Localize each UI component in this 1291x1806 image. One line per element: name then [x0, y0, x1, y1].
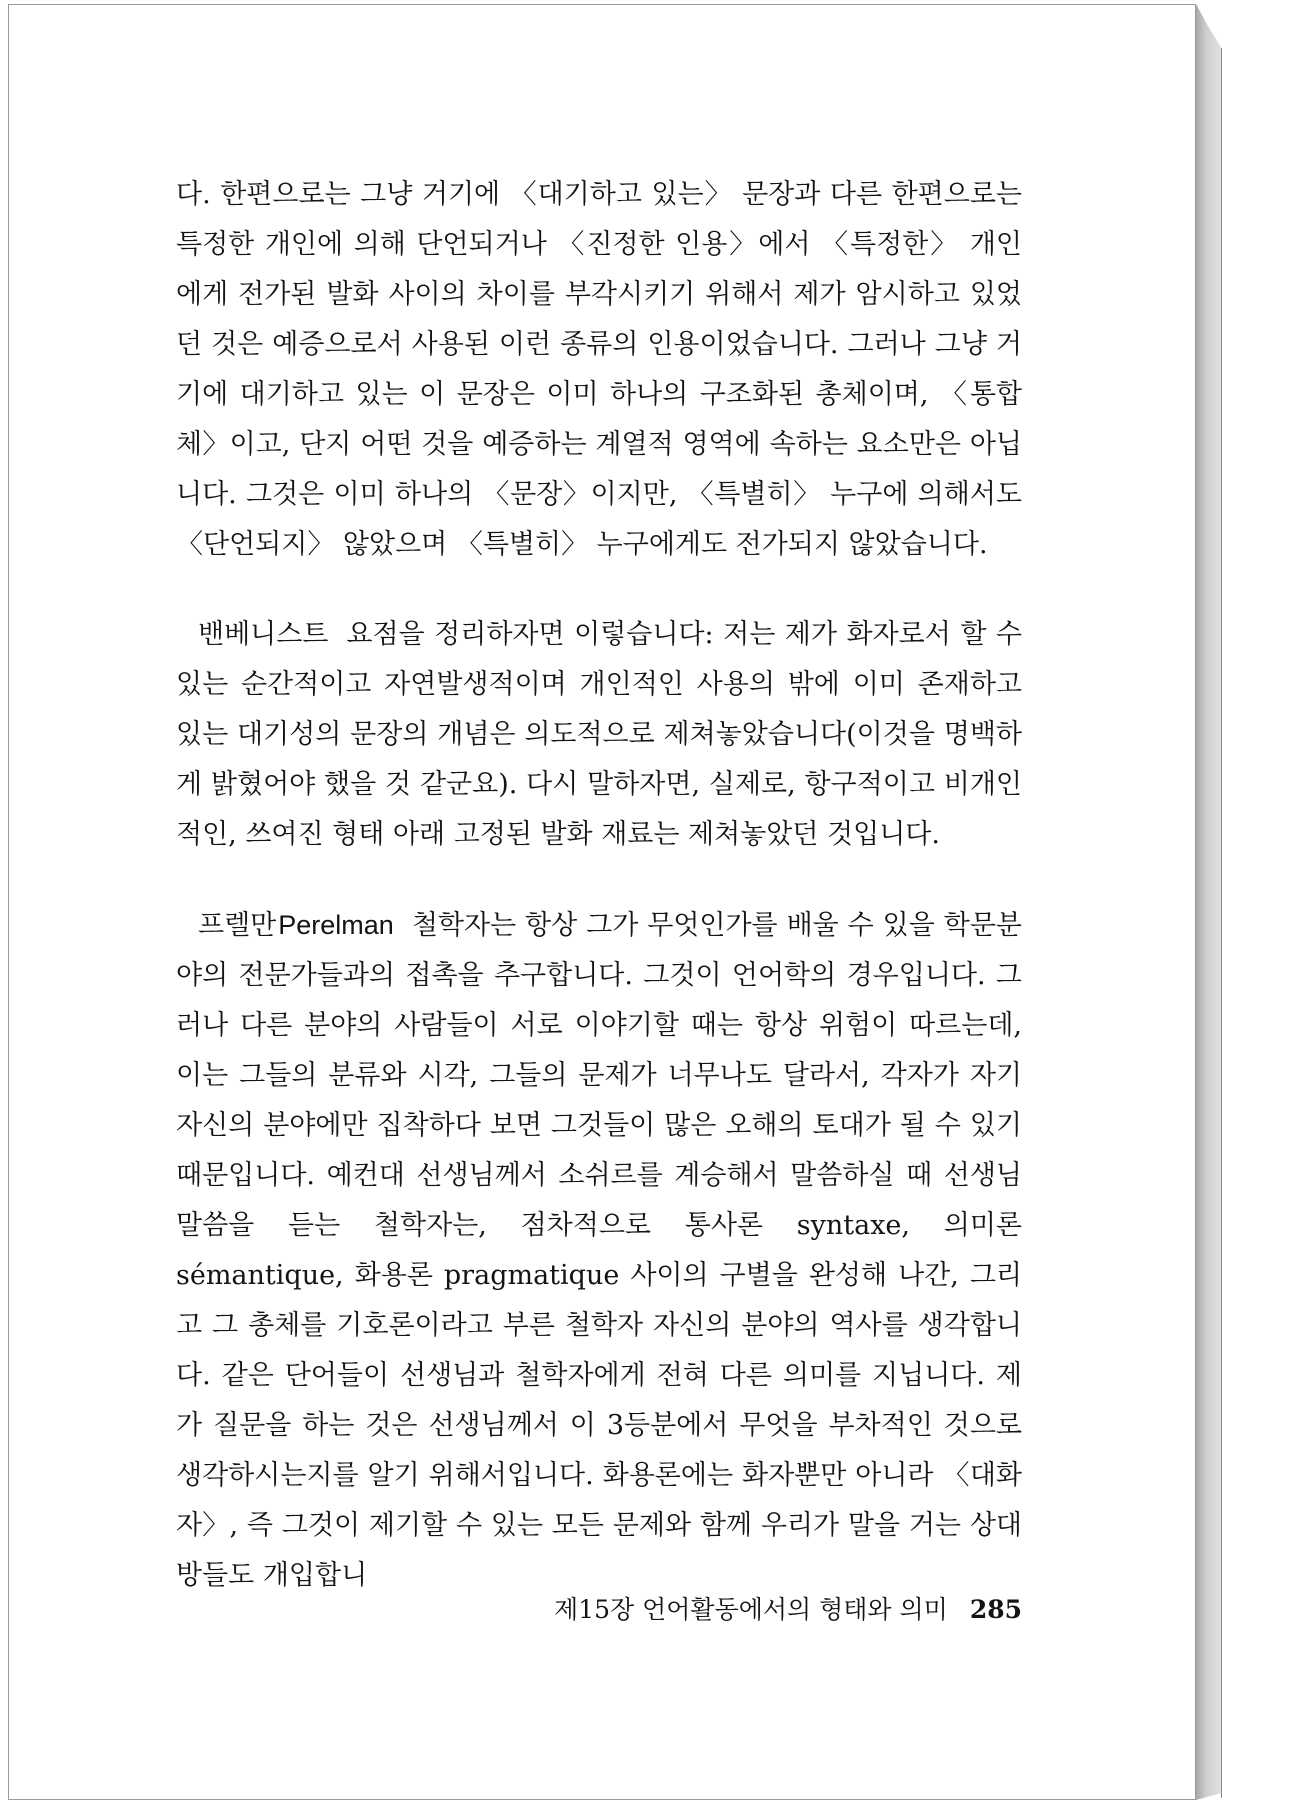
page-stack-edge [1196, 4, 1222, 1800]
speaker-name: 프렐만 [198, 910, 277, 941]
paragraph-text: 철학자는 항상 그가 무엇인가를 배울 수 있을 학문분야의 전문가들과의 접촉을 추구합니다. 그것이 언어학의 경우입니다. 그러나 다른 분야의 사람들이 서로 이야기할 때는 항상 위험이 따르는데, 이는 그들의 분류와 시각, 그들의 문제가 너무나도 달라서, 각자가 자기 자신의 분야에만 집착하다 보면 그것들이 많은 오해의 토대가 될 수 있기 때문입니다. 예컨대 선생님께서 소쉬르를 계승해서 말씀하실 때 선생님 말씀을 듣는 철학자는, 점차적으로 통사론 syntaxe, 의미론 sémantique, 화용론 pragmatique 사이의 구별을 완성해 나간, 그리고 그 총체를 기호론이라고 부른 철학자 자신의 분야의 역사를 생각합니다. 같은 단어들이 선생님과 철학자에게 전혀 다른 의미를 지닙니다. 제가 질문을 하는 것은 선생님께서 이 3등분에서 무엇을 부차적인 것으로 생각하시는지를 알기 위해서입니다. 화용론에는 화자뿐만 아니라 〈대화자〉, 즉 그것이 제기할 수 있는 모든 문제와 함께 우리가 말을 거는 상대방들도 개입합니 [176, 910, 1022, 1591]
speaker-name-latin: Perelman [278, 910, 394, 940]
page-footer [510, 1594, 1022, 1626]
paragraph-benveniste [176, 610, 1022, 860]
page-edge-line [1221, 48, 1222, 1798]
paragraph-text: 요점을 정리하자면 이렇습니다: 저는 제가 화자로서 할 수 있는 순간적이고 자연발생적이며 개인적인 사용의 밖에 이미 존재하고 있는 대기성의 문장의 개념은 의도적으로 제쳐놓았습니다(이것을 명백하게 밝혔어야 했을 것 같군요). 다시 말하자면, 실제로, 항구적이고 비개인적인, 쓰여진 형태 아래 고정된 발화 재료는 제쳐놓았던 것입니다. [176, 619, 1022, 850]
paragraph-perelman [176, 900, 1022, 1601]
running-head: 제15장 언어활동에서의 형태와 의미 [554, 1595, 948, 1624]
page-number: 285 [969, 1595, 1022, 1624]
speaker-name: 밴베니스트 [198, 619, 329, 650]
paragraph-continuation [176, 170, 1022, 570]
paragraph-text: 다. 한편으로는 그냥 거기에 〈대기하고 있는〉 문장과 다른 한편으로는 특정한 개인에 의해 단언되거나 〈진정한 인용〉에서 〈특정한〉 개인에게 전가된 발화 사이의 차이를 부각시키기 위해서 제가 암시하고 있었던 것은 예증으로서 사용된 이런 종류의 인용이었습니다. 그러나 그냥 거기에 대기하고 있는 이 문장은 이미 하나의 구조화된 총체이며, 〈통합체〉이고, 단지 어떤 것을 예증하는 계열적 영역에 속하는 요소만은 아닙니다. 그것은 이미 하나의 〈문장〉이지만, 〈특별히〉 누구에 의해서도 〈단언되지〉 않았으며 〈특별히〉 누구에게도 전가되지 않았습니다. [176, 179, 1022, 560]
body-text [176, 170, 1022, 1601]
